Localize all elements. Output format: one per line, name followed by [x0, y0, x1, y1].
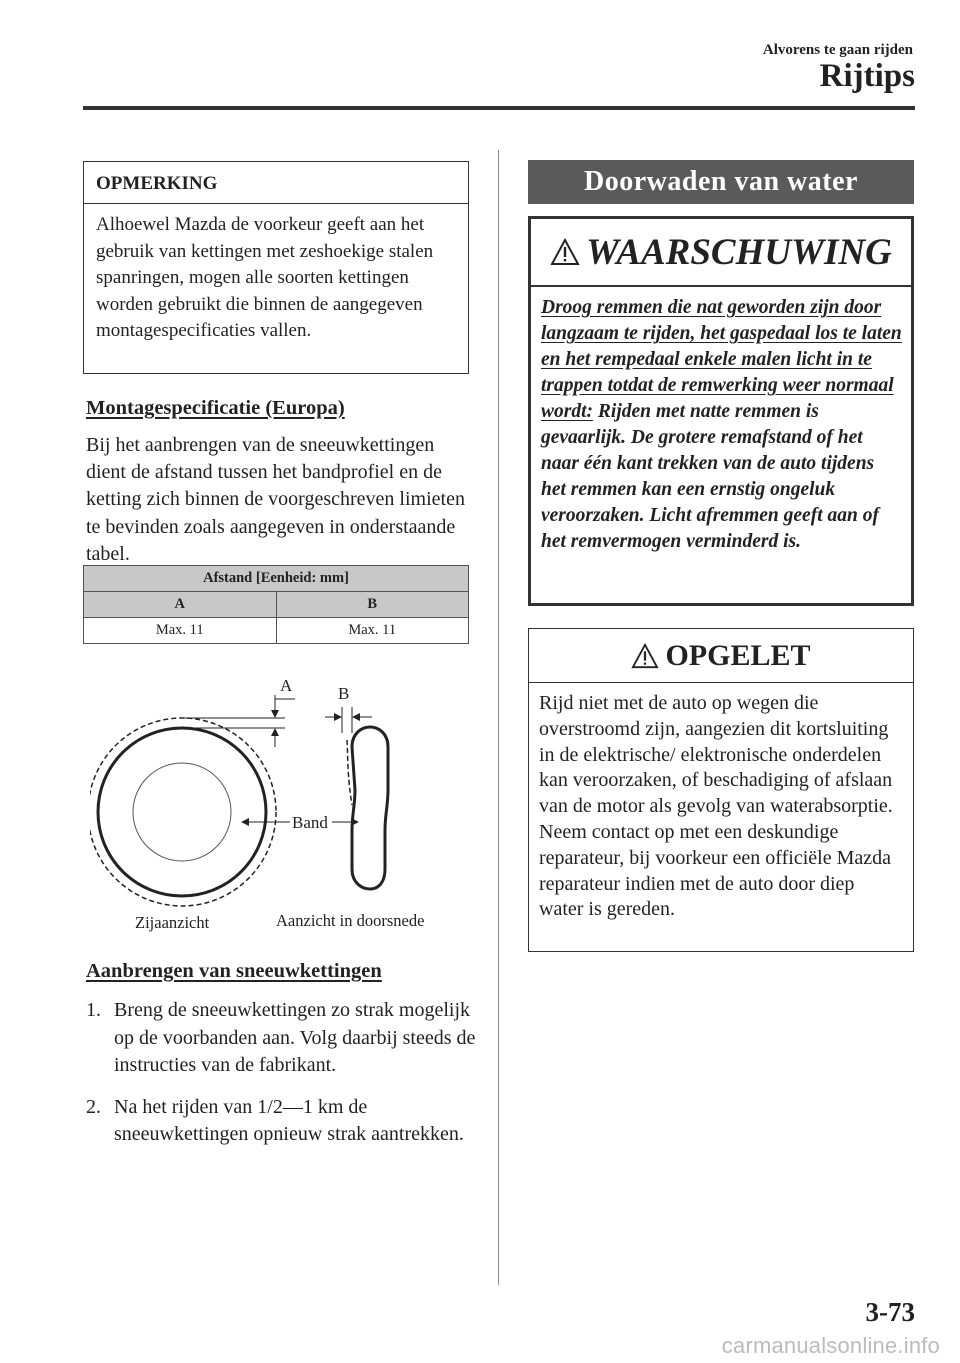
warning-body: [531, 287, 911, 555]
spec-table-value-a: Max. 11: [84, 618, 277, 644]
warning-header: [531, 219, 911, 287]
caution-triangle-icon: [631, 643, 659, 669]
tire-outer-circle: [98, 728, 266, 896]
section-title: Doorwaden van water: [528, 160, 914, 204]
warning-heading: WAARSCHUWING: [586, 231, 892, 273]
chain-dashed-circle: [90, 718, 276, 906]
watermark: carmanualsonline.info: [721, 1333, 940, 1358]
warning-explanation: Rijden met natte remmen is gevaarlijk. De grotere remafstand of het naar één kant trekken van de auto tijdens het remmen kan een ernstig ongeluk veroorzaken. Licht afremmen geeft aan of het remvermogen verminderd is.: [541, 401, 879, 552]
list-item-number: 1.: [86, 999, 101, 1021]
caption-cross-section: Aanzicht in doorsnede: [276, 911, 425, 930]
page-number: 3-73: [865, 1297, 915, 1327]
section-subtitle: Alvorens te gaan rijden: [762, 42, 913, 58]
header-rule: [83, 106, 915, 110]
montage-title: Montagespecificatie (Europa): [86, 397, 345, 419]
install-title: Aanbrengen van sneeuwkettingen: [86, 960, 382, 982]
list-item: [86, 1094, 476, 1149]
caution-header: [529, 629, 913, 683]
caution-heading: OPGELET: [665, 638, 811, 672]
warning-instruction: Droog remmen die nat geworden zijn door langzaam te rijden, het gaspedaal los te laten en het rempedaal enkele malen licht in te trappen totdat de remwerking weer normaal wordt:: [541, 297, 902, 422]
warning-triangle-icon: [550, 238, 580, 266]
rim-circle: [133, 763, 231, 861]
spec-table-value-b: Max. 11: [276, 618, 469, 644]
column-divider: [498, 150, 499, 1285]
list-item: [86, 997, 476, 1080]
label-band: Band: [292, 813, 328, 832]
note-heading: OPMERKING: [84, 162, 468, 204]
caution-box: [528, 628, 914, 952]
list-item-text: Breng de sneeuwkettingen zo strak mogelijk op de voorbanden aan. Volg daarbij steeds de instructies van de fabrikant.: [114, 999, 476, 1076]
tire-cross-section: [352, 727, 388, 889]
note-body: Alhoewel Mazda de voorkeur geeft aan het gebruik van kettingen met zeshoekige stalen spanringen, mogen alle soorten kettingen worden gebruikt die binnen de aangegeven montagespecificaties vallen.: [96, 214, 434, 341]
install-list: [86, 997, 476, 1163]
page-title: Rijtips: [819, 58, 915, 94]
note-box: [83, 161, 469, 374]
caption-side-view: Zijaanzicht: [135, 913, 210, 932]
spec-table: [83, 565, 469, 644]
list-item-number: 2.: [86, 1095, 101, 1118]
caution-body: Rijd niet met de auto op wegen die overstroomd zijn, aangezien dit kortsluiting in de elektrische/ elektronische onderdelen kan veroorzaken, of beschadiging of afslaan van de motor als gevolg van waterabsorptie. Neem contact op met een deskundige reparateur, bij voorkeur een officiële Mazda reparateur indien met de auto door diep water is gereden.: [539, 692, 893, 921]
snow-chain-diagram: [90, 665, 470, 940]
montage-body: Bij het aanbrengen van de sneeuwkettingen dient de afstand tussen het bandprofiel en de ketting zich binnen de voorgeschreven limieten te bevinden zoals aangegeven in onderstaande tabel.: [86, 434, 465, 565]
label-b: B: [338, 684, 350, 703]
spec-table-caption: Afstand [Eenheid: mm]: [84, 566, 469, 592]
spec-table-header-b: B: [276, 592, 469, 618]
warning-box: [528, 216, 914, 606]
list-item-text: Na het rijden van 1/2―1 km de sneeuwkettingen opnieuw strak aantrekken.: [114, 1095, 464, 1145]
label-a: A: [280, 676, 293, 695]
spec-table-header-a: A: [84, 592, 277, 618]
